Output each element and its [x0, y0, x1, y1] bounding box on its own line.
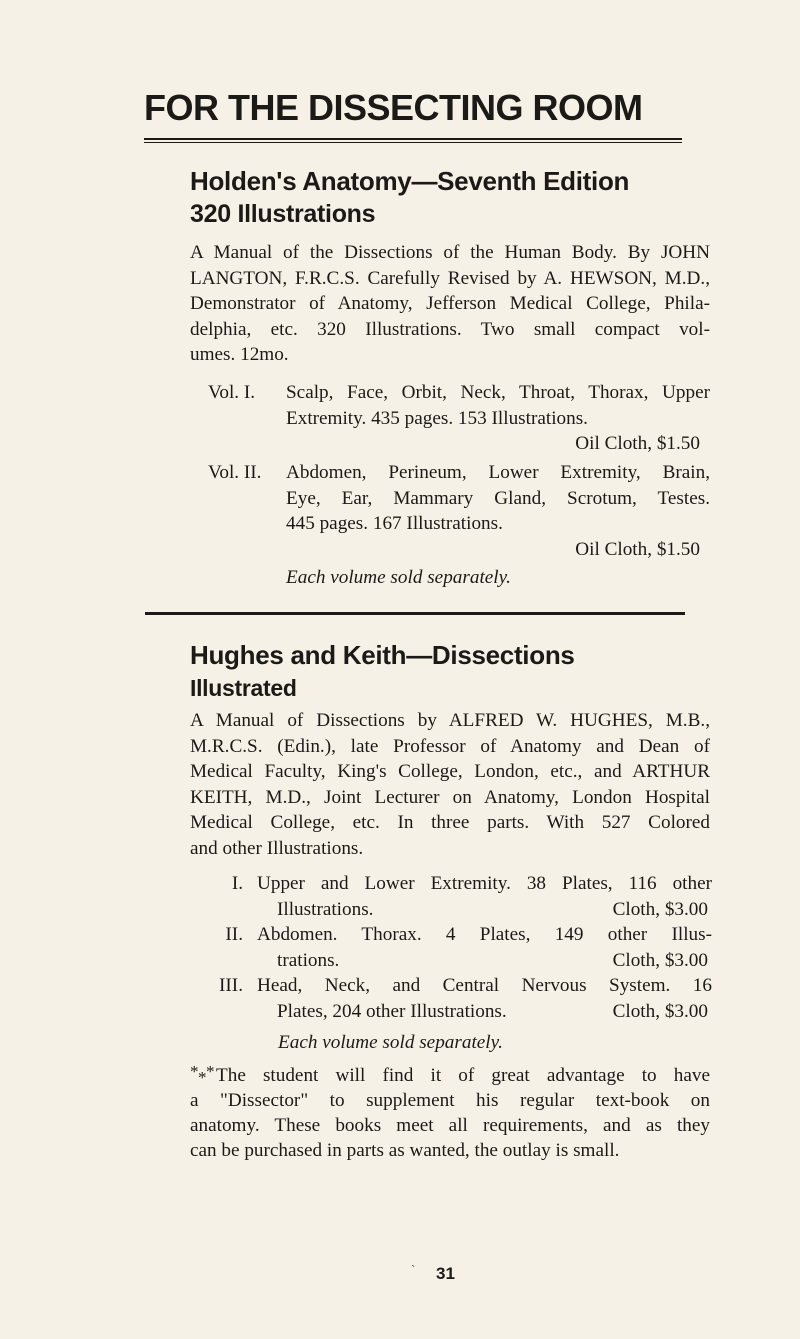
- page-number: 31: [436, 1264, 455, 1283]
- student-note: [190, 1063, 710, 1163]
- part-line: Upper and Lower Extremity. 38 Plates, 116 other: [257, 873, 712, 894]
- part-line: Plates, 204 other Illustrations.: [277, 1000, 507, 1022]
- heading-rule: [144, 138, 682, 143]
- description-line: Demonstrator of Anatomy, Jefferson Medical College, Phila-: [190, 293, 710, 314]
- part-contents: [257, 922, 712, 973]
- volume-line: Extremity. 435 pages. 153 Illustrations.: [286, 407, 588, 429]
- description-line: umes. 12mo.: [190, 344, 289, 365]
- note-line: anatomy. These books meet all requirements, and as they: [190, 1115, 710, 1136]
- description-line: LANGTON, F.R.C.S. Carefully Revised by A. HEWSON, M.D.,: [190, 267, 710, 289]
- holden-title: Holden's Anatomy—Seventh Edition: [190, 166, 630, 196]
- part-price-row: [257, 948, 712, 974]
- volume-line: Eye, Ear, Mammary Gland, Scrotum, Testes.: [286, 487, 710, 509]
- holden-subtitle: 320 Illustrations: [190, 200, 376, 228]
- note-line: can be purchased in parts as wanted, the outlay is small.: [190, 1140, 620, 1161]
- hughes-description: [190, 708, 710, 861]
- asterism-icon: * * *: [190, 1062, 215, 1087]
- part-label: I.: [231, 873, 243, 894]
- volume-contents: [286, 380, 710, 457]
- part-line: Illustrations.: [277, 898, 374, 920]
- part-price: Cloth, $3.00: [612, 898, 708, 920]
- page-heading: FOR THE DISSECTING ROOM: [144, 87, 643, 128]
- holden-sold-note: Each volume sold separately.: [286, 567, 511, 588]
- volume-label: Vol. II.: [208, 462, 262, 483]
- part-line: Abdomen. Thorax. 4 Plates, 149 other Illus-: [257, 924, 712, 945]
- description-line: A Manual of Dissections by ALFRED W. HUGHES, M.B.,: [190, 710, 710, 731]
- volume-line: 445 pages. 167 Illustrations.: [286, 513, 503, 534]
- part-price-row: [257, 999, 712, 1025]
- volume-price: Oil Cloth, $1.50: [575, 433, 700, 454]
- description-line: A Manual of the Dissections of the Human Body. By JOHN: [190, 242, 710, 263]
- volume-line: Scalp, Face, Orbit, Neck, Throat, Thorax, Upper: [286, 382, 710, 403]
- part-price: Cloth, $3.00: [612, 1000, 708, 1022]
- hughes-subtitle: Illustrated: [190, 675, 297, 701]
- part-price-row: [257, 897, 712, 923]
- volume-contents: [286, 460, 710, 562]
- part-price: Cloth, $3.00: [612, 949, 708, 971]
- description-line: Medical College, etc. In three parts. With 527 Colored: [190, 812, 710, 833]
- ink-speck: `: [411, 1262, 416, 1277]
- section-divider: [145, 612, 685, 615]
- part-line: Head, Neck, and Central Nervous System. 16: [257, 975, 712, 996]
- hughes-title: Hughes and Keith—Dissections: [190, 640, 575, 670]
- note-line: * * * The student will find it of great advantage to have: [190, 1062, 710, 1087]
- description-line: M.R.C.S. (Edin.), late Professor of Anatomy and Dean of: [190, 735, 710, 757]
- volume-price: Oil Cloth, $1.50: [575, 538, 700, 560]
- volume-line: Abdomen, Perineum, Lower Extremity, Brain,: [286, 462, 710, 483]
- hughes-sold-note: Each volume sold separately.: [278, 1032, 503, 1053]
- holden-description: [190, 240, 710, 368]
- volume-label: Vol. I.: [208, 382, 256, 403]
- note-line: a "Dissector" to supplement his regular text-book on: [190, 1090, 710, 1111]
- part-contents: [257, 871, 712, 922]
- part-contents: [257, 973, 712, 1024]
- description-line: Medical Faculty, King's College, London, etc., and ARTHUR: [190, 761, 710, 782]
- description-line: delphia, etc. 320 Illustrations. Two small compact vol-: [190, 318, 710, 340]
- description-line: KEITH, M.D., Joint Lecturer on Anatomy, London Hospital: [190, 786, 710, 808]
- part-label: III.: [219, 975, 243, 996]
- part-label: II.: [225, 924, 243, 945]
- part-line: trations.: [277, 949, 340, 971]
- description-line: and other Illustrations.: [190, 837, 364, 859]
